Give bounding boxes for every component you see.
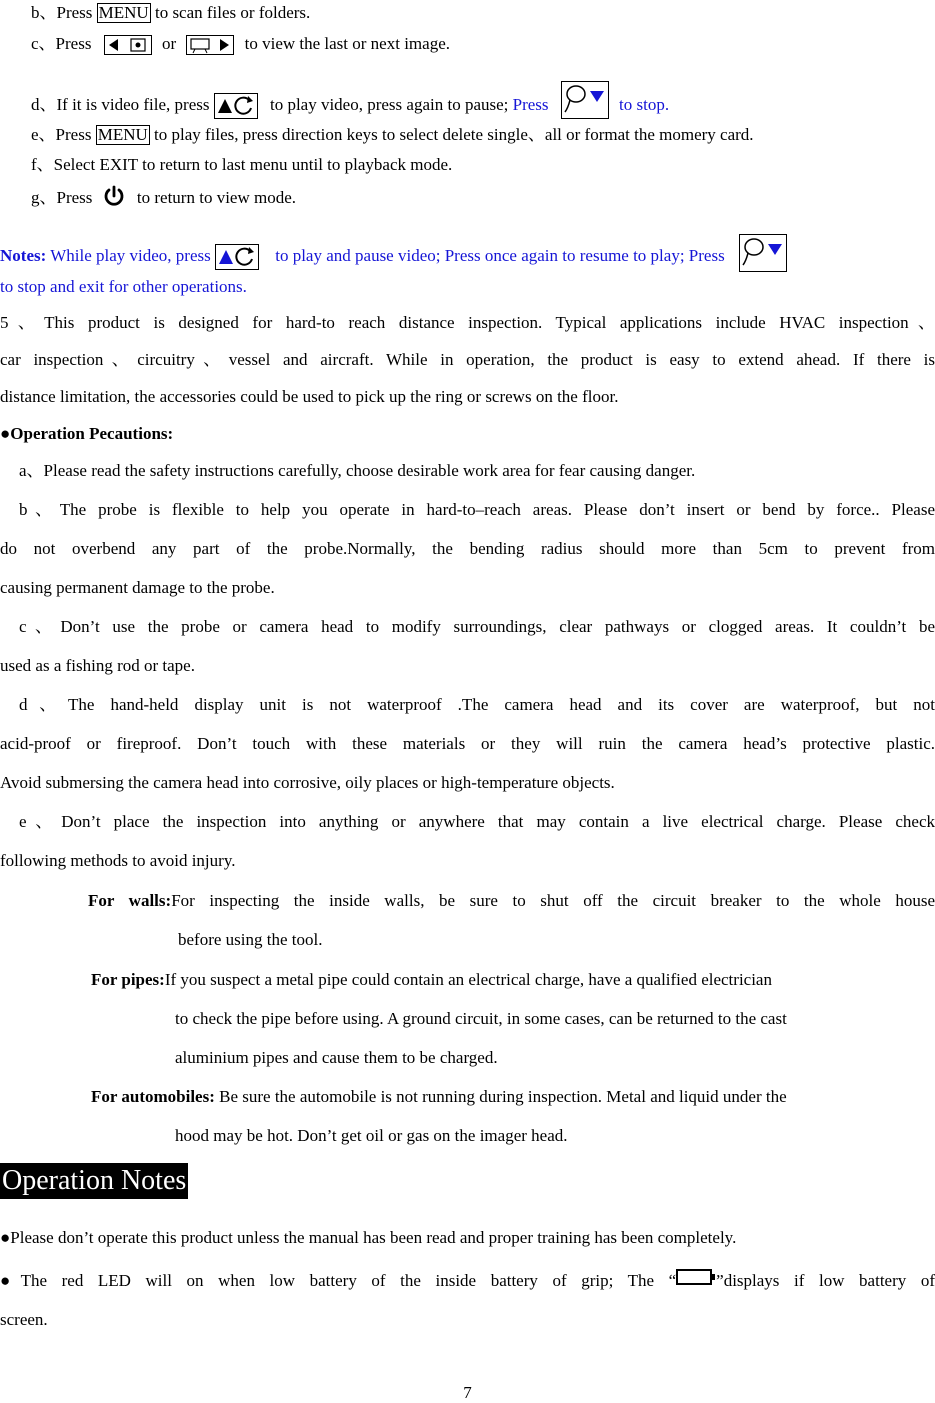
- play-pause-icon: [215, 244, 259, 270]
- automobiles-label: For automobiles:: [91, 1087, 215, 1106]
- precautions-title: ●Operation Pecautions:: [0, 424, 174, 443]
- automobiles-text: Be sure the automobile is not running during inspection. Metal and liquid under the: [214, 1087, 787, 1106]
- automobiles-line-2: hood may be hot. Don’t get oil or gas on the imager head.: [175, 1126, 568, 1145]
- precaution-d-line-3: Avoid submersing the camera head into corrosive, oily places or high-temperature objects.: [0, 773, 615, 792]
- step-e: [31, 124, 754, 146]
- precaution-e-line-2: following methods to avoid injury.: [0, 851, 236, 870]
- step-b: [31, 2, 310, 24]
- operation-note-1: ●Please don’t operate this product unless the manual has been read and proper training has been completely.: [0, 1228, 737, 1247]
- operation-notes-heading: Operation Notes: [0, 1163, 188, 1199]
- operation-note-2-tail: ”displays if low battery of: [716, 1271, 935, 1290]
- precaution-d-line-1: d、The hand-held display unit is not waterproof .The camera head and its cover are waterproof, but not: [19, 695, 935, 714]
- notes-line-2: to stop and exit for other operations.: [0, 277, 247, 296]
- precaution-a: a、Please read the safety instructions carefully, choose desirable work area for fear causing danger.: [19, 461, 696, 480]
- section-5-line-3: distance limitation, the accessories could be used to pick up the ring or screws on the floor.: [0, 387, 619, 406]
- automobiles-line-1: [91, 1086, 787, 1108]
- step-d-press: Press: [512, 95, 553, 114]
- step-c-or: or: [157, 34, 181, 53]
- walls-line-2: before using the tool.: [178, 930, 323, 949]
- next-image-icon: [186, 35, 234, 55]
- step-g-text: to return to view mode.: [132, 188, 297, 207]
- precaution-d-line-2: acid-proof or fireproof. Don’t touch with these materials or they will ruin the camera head’s protective plastic.: [0, 734, 935, 753]
- step-c-text: to view the last or next image.: [240, 34, 450, 53]
- stop-icon: [561, 81, 609, 119]
- precaution-b-line-3: causing permanent damage to the probe.: [0, 578, 275, 597]
- walls-label: For walls:: [88, 891, 172, 910]
- operation-note-2-lead: ●The red LED will on when low battery of the inside battery of grip; The “: [0, 1271, 677, 1290]
- walls-line-1: [88, 890, 935, 912]
- step-d: [31, 81, 669, 119]
- operation-note-2-line-1: [0, 1268, 935, 1292]
- notes-line-1: [0, 234, 787, 272]
- precaution-b-line-1: b、The probe is flexible to help you operate in hard-to–reach areas. Please don’t insert or bend by force.. Please: [19, 500, 935, 519]
- power-icon: [103, 185, 125, 213]
- step-d-lead: d、If it is video file, press: [31, 95, 214, 114]
- precaution-e-line-1: e、Don’t place the inspection into anything or anywhere that may contain a live electrical charge. Please check: [19, 812, 935, 831]
- step-g-lead: g、Press: [31, 188, 97, 207]
- notes-part-2: to play and pause video; Press once again to resume to play; Press: [270, 246, 729, 265]
- pipes-label: For pipes:: [91, 970, 165, 989]
- step-b-text: to scan files or folders.: [150, 3, 311, 22]
- section-5-line-2: car inspection、circuitry、vessel and aircraft. While in operation, the product is easy to extend ahead. If there is: [0, 350, 935, 369]
- prev-image-icon: [104, 35, 152, 55]
- precaution-b-line-2: do not overbend any part of the probe.Normally, the bending radius should more than 5cm to prevent from: [0, 539, 935, 558]
- notes-part-1: While play video, press: [46, 246, 215, 265]
- battery-icon: [676, 1268, 716, 1292]
- step-e-lead: e、Press: [31, 125, 96, 144]
- pipes-line-2: to check the pipe before using. A ground circuit, in some cases, can be returned to the cast: [175, 1009, 787, 1028]
- step-g: [31, 185, 296, 213]
- walls-text: For inspecting the inside walls, be sure to shut off the circuit breaker to the whole house: [171, 891, 935, 910]
- precaution-c-line-2: used as a fishing rod or tape.: [0, 656, 195, 675]
- step-c: [31, 33, 450, 55]
- page-number: 7: [463, 1383, 472, 1402]
- section-5-line-1: 5、This product is designed for hard-to reach distance inspection. Typical applications include HVAC inspection、: [0, 313, 935, 332]
- menu-key-label: MENU: [97, 125, 148, 144]
- operation-note-2-line-2: screen.: [0, 1310, 48, 1329]
- step-f: f、Select EXIT to return to last menu until to playback mode.: [31, 155, 453, 174]
- step-d-text: to play video, press again to pause;: [265, 95, 513, 114]
- precaution-c-line-1: c、Don’t use the probe or camera head to modify surroundings, clear pathways or clogged areas. It couldn’t be: [19, 617, 935, 636]
- notes-label: Notes:: [0, 246, 47, 265]
- step-b-lead: b、Press: [31, 3, 97, 22]
- menu-key-label: MENU: [98, 3, 149, 22]
- step-c-lead: c、Press: [31, 34, 96, 53]
- pipes-text: If you suspect a metal pipe could contain an electrical charge, have a qualified electrician: [164, 970, 772, 989]
- pipes-line-1: [91, 969, 772, 991]
- stop-icon: [739, 234, 787, 272]
- play-pause-icon: [214, 93, 258, 119]
- step-e-text: to play files, press direction keys to select delete single、all or format the momery card.: [149, 125, 754, 144]
- pipes-line-3: aluminium pipes and cause them to be charged.: [175, 1048, 498, 1067]
- step-d-stop: to stop.: [614, 95, 670, 114]
